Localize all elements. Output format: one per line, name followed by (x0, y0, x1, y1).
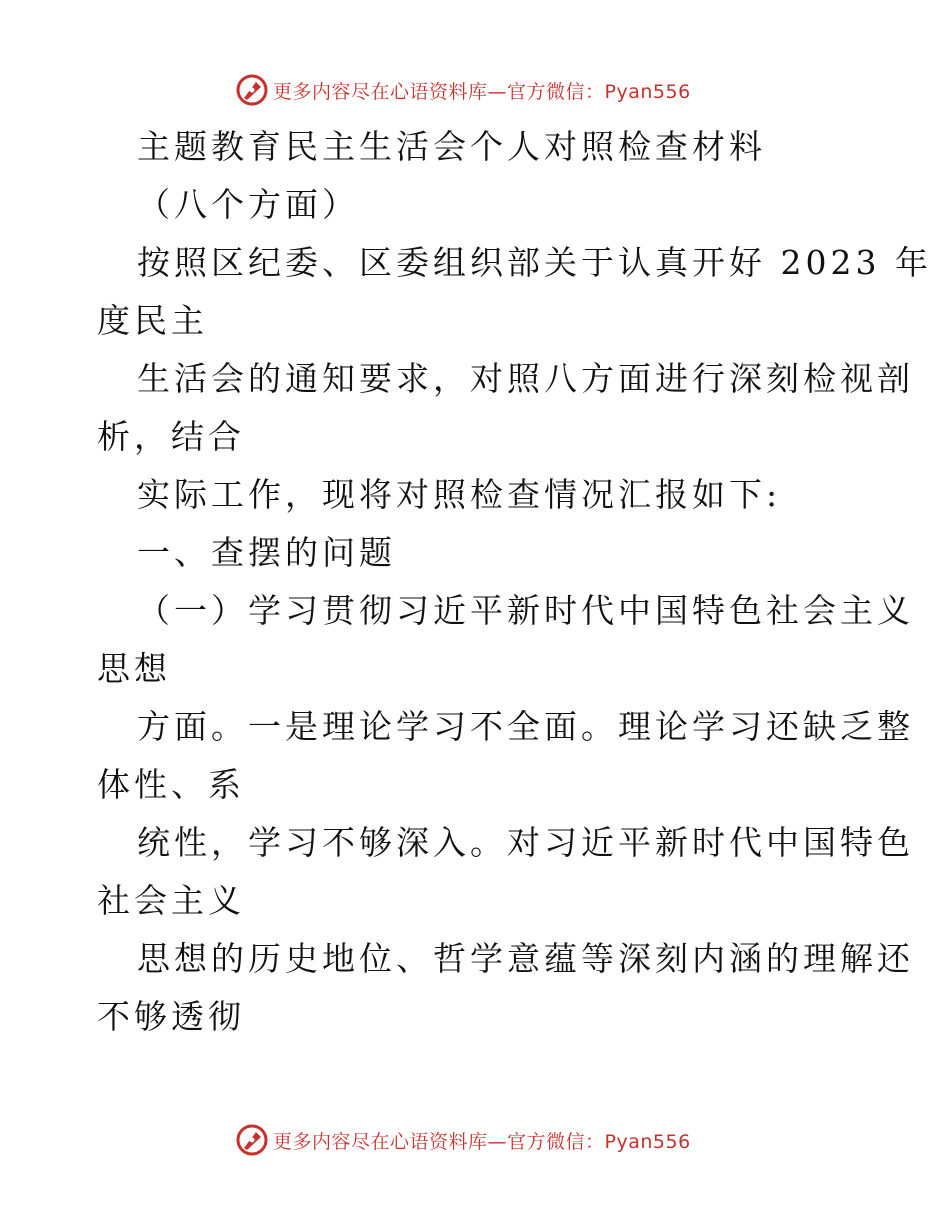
watermark-banner-top (235, 72, 691, 108)
paragraph-line: 统性，学习不够深入。对习近平新时代中国特色 (137, 823, 914, 862)
subsection-heading: （一）学习贯彻习近平新时代中国特色社会主义 (137, 591, 914, 630)
paragraph-line: 按照区纪委、区委组织部关于认真开好 2023 年 (137, 243, 932, 282)
paragraph-line: 思想 (97, 649, 171, 688)
paragraph-line: 不够透彻 (97, 997, 245, 1036)
section-heading: 一、查摆的问题 (137, 533, 396, 572)
paragraph-line: 生活会的通知要求，对照八方面进行深刻检视剖 (137, 359, 914, 398)
document-body (97, 118, 932, 1046)
paragraph-line: 思想的历史地位、哲学意蕴等深刻内涵的理解还 (137, 939, 914, 978)
watermark-text: 更多内容尽在心语资料库—官方微信：Pyan556 (273, 80, 691, 103)
document-title: 主题教育民主生活会个人对照检查材料 (137, 127, 766, 166)
paragraph-line: 析，结合 (97, 417, 245, 456)
paragraph-line: 社会主义 (97, 881, 245, 920)
paragraph-line: 实际工作，现将对照检查情况汇报如下: (137, 475, 782, 514)
paragraph-line: 体性、系 (97, 765, 245, 804)
watermark-text: 更多内容尽在心语资料库—官方微信：Pyan556 (273, 1130, 691, 1153)
document-subtitle: （八个方面） (137, 185, 359, 224)
pen-nib-logo-icon (235, 1123, 269, 1157)
pen-nib-logo-icon (235, 73, 269, 107)
paragraph-line: 度民主 (97, 301, 208, 340)
paragraph-line: 方面。一是理论学习不全面。理论学习还缺乏整 (137, 707, 914, 746)
watermark-banner-bottom (235, 1122, 691, 1158)
